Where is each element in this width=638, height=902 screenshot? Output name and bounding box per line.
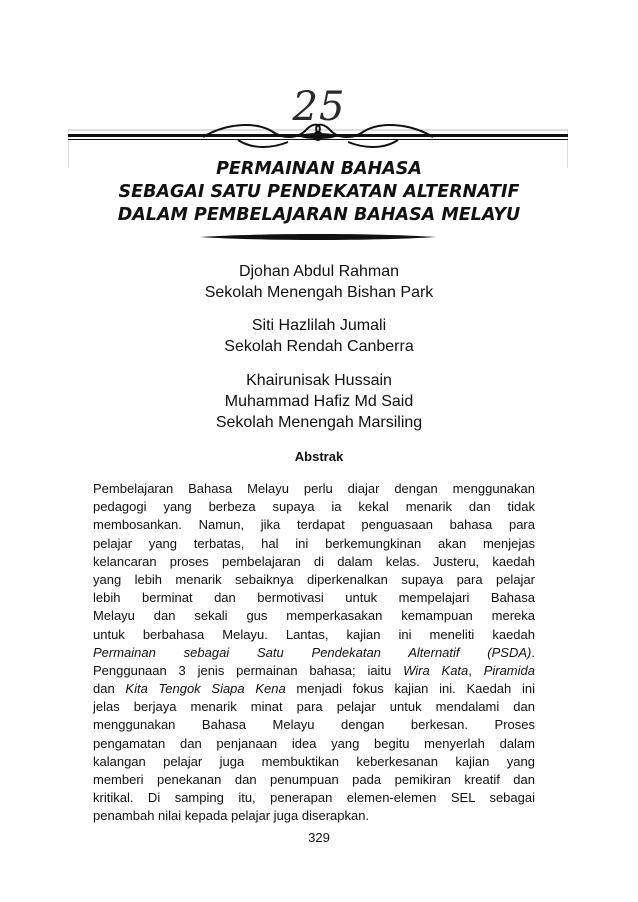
- abstract-line: jelas berjaya menarik minat para pelajar untuk mendalami dan: [93, 699, 535, 715]
- abstract-line: yang lebih menarik sebaiknya diperkenalkan supaya para pelajar: [93, 571, 535, 587]
- abstract-line: Penggunaan 3 jenis permainan bahasa; iaitu Wira Kata, Piramida: [93, 662, 535, 678]
- author-block-2: [0, 315, 638, 357]
- abstract-line: kalangan pelajar juga membuktikan keberkesanan kajian yang: [93, 753, 535, 769]
- abstract-line: kritikal. Di samping itu, penerapan elemen-elemen SEL sebagai: [93, 790, 535, 806]
- author-name: Khairunisak Hussain: [246, 372, 392, 389]
- game-name: Kita Tengok Siapa Kena: [125, 681, 286, 697]
- abstract-line: memberi penekanan dan penumpuan pada pemikiran kreatif dan: [93, 772, 535, 787]
- abstract-line: pengamatan dan penjanaan idea yang begitu menyerlah dalam: [93, 735, 535, 751]
- abstract-line: menggunakan Bahasa Melayu dengan berkesan. Proses: [93, 717, 535, 733]
- title-line: PERMAINAN BAHASA: [216, 159, 422, 179]
- chapter-title: [60, 158, 578, 227]
- chapter-number: 25: [292, 84, 346, 130]
- page-number: 329: [308, 830, 330, 845]
- title-line: SEBAGAI SATU PENDEKATAN ALTERNATIF: [118, 182, 520, 202]
- author-name: Siti Hazlilah Jumali: [251, 317, 387, 334]
- title-underline: [200, 232, 436, 242]
- game-name: Wira Kata: [403, 662, 469, 678]
- method-name: Permainan sebagai Satu Pendekatan Alternatif (PSDA): [93, 644, 532, 660]
- author-affiliation: Sekolah Menengah Bishan Park: [204, 284, 434, 301]
- author-name: Muhammad Hafiz Md Said: [224, 393, 414, 410]
- game-name: Piramida: [483, 662, 535, 678]
- abstract-line: kelancaran proses pembelajaran di dalam kelas. Justeru, kaedah: [93, 553, 535, 569]
- abstract-line: dan Kita Tengok Siapa Kena menjadi fokus kajian ini. Kaedah ini: [93, 681, 535, 697]
- author-affiliation: Sekolah Menengah Marsiling: [215, 414, 423, 431]
- abstract-line: Permainan sebagai Satu Pendekatan Alternatif (PSDA).: [93, 644, 535, 660]
- abstract-line: membosankan. Namun, jika terdapat penguasaan bahasa para: [93, 517, 535, 533]
- abstract-line: pelajar yang terbatas, hal ini berkemungkinan akan menjejas: [93, 535, 535, 551]
- abstract-line: Pembelajaran Bahasa Melayu perlu diajar dengan menggunakan: [93, 481, 535, 496]
- author-block-1: [0, 261, 638, 303]
- abstract-line: untuk berbahasa Melayu. Lantas, kajian ini meneliti kaedah: [93, 626, 535, 642]
- author-block-3: [0, 370, 638, 433]
- abstract-line: penambah nilai kepada pelajar juga diserapkan.: [93, 808, 370, 824]
- author-name: Djohan Abdul Rahman: [238, 263, 400, 280]
- abstract-body: [93, 480, 535, 826]
- abstract-line: pedagogi yang berbeza supaya ia kekal menarik dan tidak: [93, 499, 535, 515]
- author-affiliation: Sekolah Rendah Canberra: [224, 338, 414, 355]
- title-line: DALAM PEMBELAJARAN BAHASA MELAYU: [117, 205, 521, 225]
- abstract-line: Melayu dan sekali gus memperkasakan kemampuan mereka: [93, 608, 535, 624]
- abstract-heading: Abstrak: [294, 449, 344, 464]
- abstract-line: lebih berminat dan bermotivasi untuk mempelajari Bahasa: [93, 590, 535, 606]
